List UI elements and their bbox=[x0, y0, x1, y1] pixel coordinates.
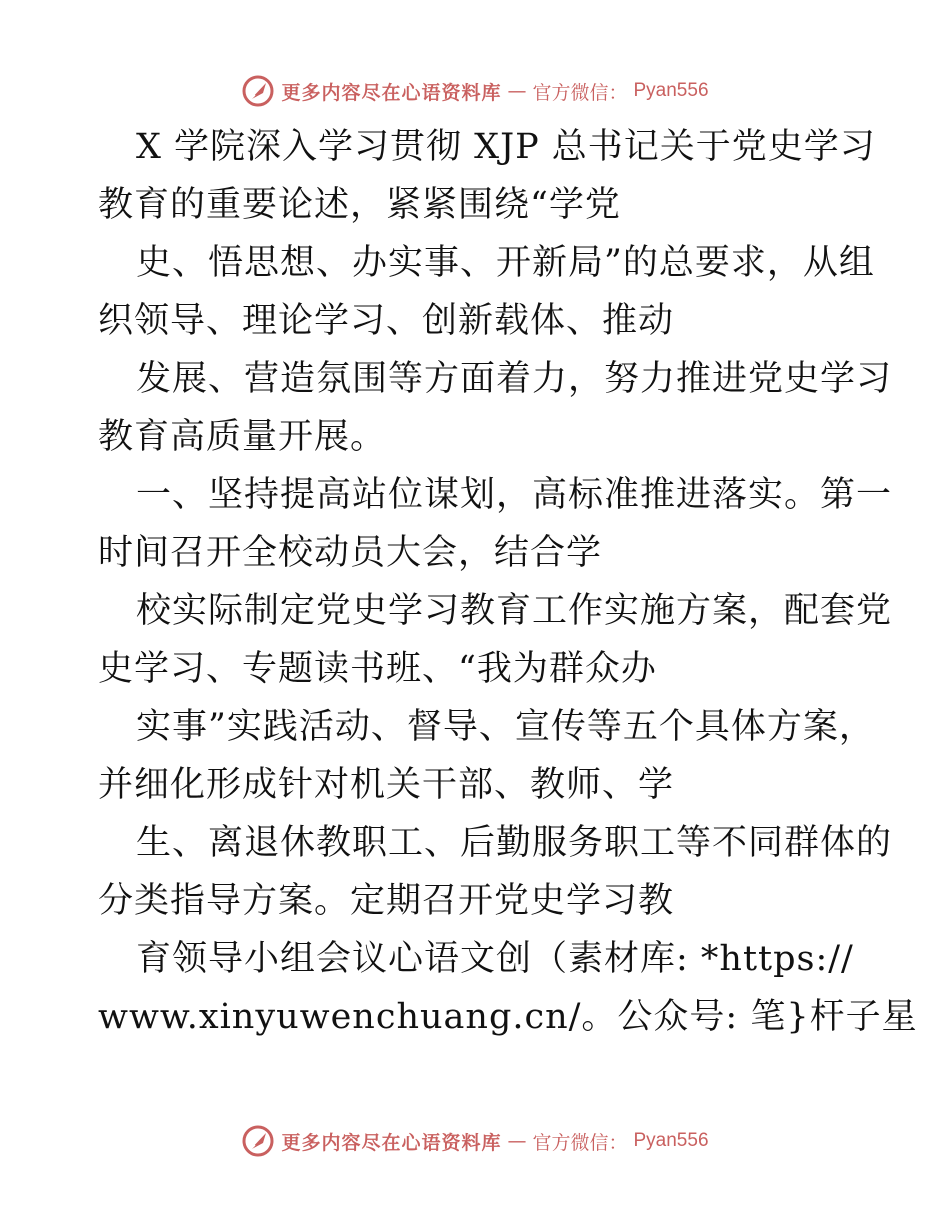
text-line: www.xinyuwenchuang.cn/。公众号: 笔}杆子星 bbox=[98, 997, 918, 1037]
text-line: 史、悟思想、办实事、开新局”的总要求，从组 bbox=[136, 243, 875, 283]
text-line: 生、离退休教职工、后勤服务职工等不同群体的 bbox=[136, 823, 893, 863]
watermark-separator: — bbox=[507, 1130, 527, 1152]
text-line: 育领导小组会议心语文创（素材库: *https:// bbox=[136, 939, 854, 979]
quill-logo-icon bbox=[241, 74, 275, 108]
text-line: X 学院深入学习贯彻 XJP 总书记关于党史学习 bbox=[136, 127, 876, 167]
watermark-title: 更多内容尽在心语资料库 bbox=[281, 1131, 502, 1154]
text-line: 校实际制定党史学习教育工作实施方案，配套党 bbox=[136, 591, 893, 631]
text-line: 织领导、理论学习、创新载体、推动 bbox=[98, 301, 675, 341]
text-line: 分类指导方案。定期召开党史学习教 bbox=[98, 881, 675, 921]
watermark-handle: Pyan556 bbox=[633, 80, 709, 101]
quill-logo-icon bbox=[241, 1124, 275, 1158]
text-line: 发展、营造氛围等方面着力，努力推进党史学习 bbox=[136, 359, 893, 399]
text-line: 史学习、专题读书班、“我为群众办 bbox=[98, 649, 657, 689]
text-line: 并细化形成针对机关干部、教师、学 bbox=[98, 765, 675, 805]
text-line: 教育高质量开展。 bbox=[98, 417, 387, 457]
footer-watermark bbox=[0, 1124, 950, 1158]
text-line: 时间召开全校动员大会，结合学 bbox=[98, 533, 603, 573]
watermark-contact-label: 官方微信： bbox=[532, 1131, 628, 1154]
header-watermark bbox=[0, 74, 950, 108]
watermark-contact-label: 官方微信： bbox=[532, 81, 628, 104]
watermark-title: 更多内容尽在心语资料库 bbox=[281, 81, 502, 104]
text-line: 教育的重要论述，紧紧围绕“学党 bbox=[98, 185, 621, 225]
text-line: 一、坚持提高站位谋划，高标准推进落实。第一 bbox=[136, 475, 893, 515]
text-line: 实事”实践活动、督导、宣传等五个具体方案， bbox=[136, 707, 875, 747]
document-body bbox=[98, 118, 918, 1046]
watermark-separator: — bbox=[507, 80, 527, 102]
watermark-handle: Pyan556 bbox=[633, 1130, 709, 1151]
